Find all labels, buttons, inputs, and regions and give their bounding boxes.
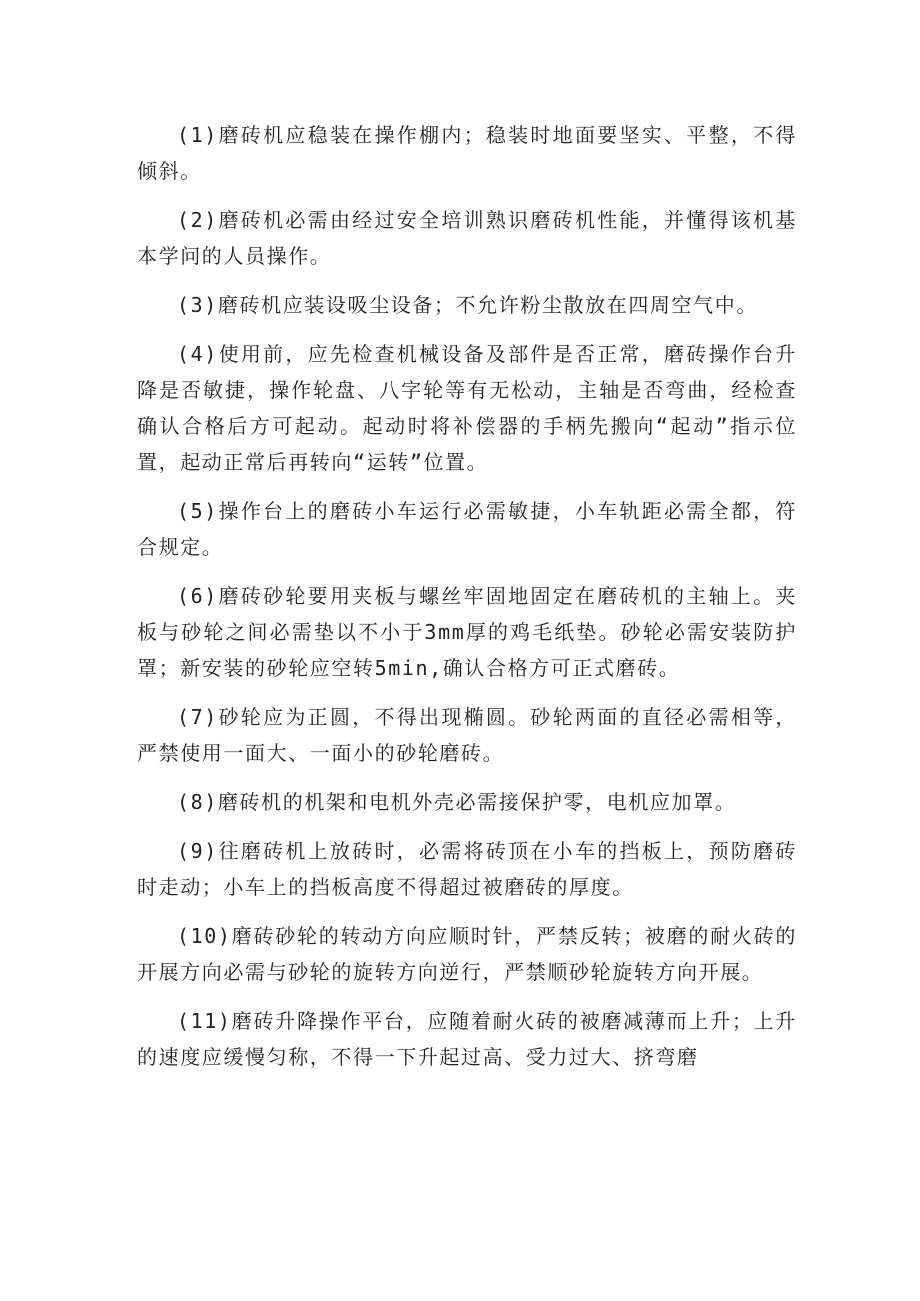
paragraph-9: (9)往磨砖机上放砖时，必需将砖顶在小车的挡板上，预防磨砖时走动；小车上的挡板高度不得超过被磨砖的厚度。 xyxy=(137,839,797,899)
paragraph-4: (4)使用前，应先检查机械设备及部件是否正常，磨砖操作台升降是否敏捷，操作轮盘、八字轮等有无松动，主轴是否弯曲，经检查确认合格后方可起动。起动时将补偿器的手柄先搬向“起动”指示位置，起动正常后再转向“运转”位置。 xyxy=(137,342,797,474)
paragraph-10: (10)磨砖砂轮的转动方向应顺时针，严禁反转；被磨的耐火砖的开展方向必需与砂轮的旋转方向逆行，严禁顺砂轮旋转方向开展。 xyxy=(137,924,797,984)
paragraph-5: (5)操作台上的磨砖小车运行必需敏捷，小车轨距必需全都，符合规定。 xyxy=(137,499,797,559)
paragraph-6: (6)磨砖砂轮要用夹板与螺丝牢固地固定在磨砖机的主轴上。夹板与砂轮之间必需垫以不小于3mm厚的鸡毛纸垫。砂轮必需安装防护罩；新安装的砂轮应空转5min,确认合格方可正式磨砖。 xyxy=(137,584,797,680)
paragraph-2: (2)磨砖机必需由经过安全培训熟识磨砖机性能，并懂得该机基本学问的人员操作。 xyxy=(137,208,797,268)
document-body xyxy=(137,117,797,1088)
paragraph-1: (1)磨砖机应稳装在操作棚内；稳装时地面要坚实、平整，不得倾斜。 xyxy=(137,123,797,183)
paragraph-8: (8)磨砖机的机架和电机外壳必需接保护零，电机应加罩。 xyxy=(177,790,737,814)
paragraph-3: (3)磨砖机应装设吸尘设备；不允许粉尘散放在四周空气中。 xyxy=(177,293,758,317)
paragraph-7: (7)砂轮应为正圆，不得出现椭圆。砂轮两面的直径必需相等，严禁使用一面大、一面小的砂轮磨砖。 xyxy=(137,705,797,765)
paragraph-11: (11)磨砖升降操作平台，应随着耐火砖的被磨减薄而上升；上升的速度应缓慢匀称，不得一下升起过高、受力过大、挤弯磨 xyxy=(137,1009,797,1069)
